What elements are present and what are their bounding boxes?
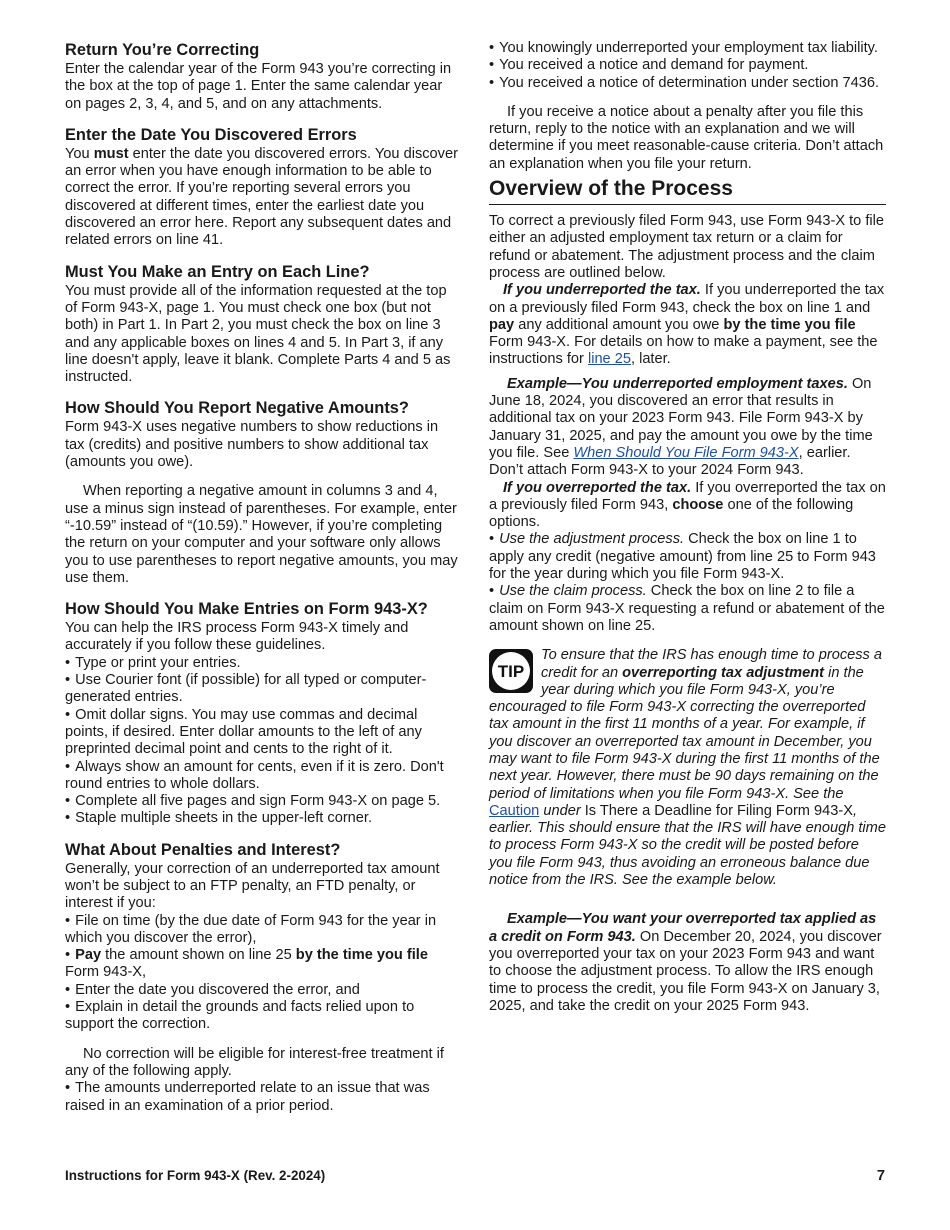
paragraph: Form 943-X uses negative numbers to show reductions in tax (credits) and positive numbers to show additional tax (amounts you owe).: [65, 419, 439, 471]
tip-box: TIP To ensure that the IRS has enough time to process a credit for an overreporting tax adjustment in the year during which you file Form 943-X, you’re encouraged to file Form 943-X correcting the overreported tax amount in the first 11 months of a year. For example, if you discover an overreported tax amount in December, you may want to file Form 943-X during the first 11 months of the next year. However, there must be 90 days remaining on the period of limitations when you file Form 943-X. See the Caution under Is There a Deadline for Filing Form 943-X, earlier. This should ensure that the IRS will have enough time to process Form 943-X so the credit will be posted before you file Form 943, thus avoiding an erroneous balance due notice from the IRS. See the example below.: [489, 647, 886, 889]
paragraph: To correct a previously filed Form 943, use Form 943-X to file either an adjusted employment tax return or a claim for refund or abatement. The adjustment process and the claim process are outlined below.: [489, 213, 884, 281]
left-column: [65, 40, 460, 1115]
example-overreported: Example—You want your overreported tax applied as a credit on Form 943. On December 20, 2024, you discover you overreported your tax on your 2023 Form 943 and want to choose the adjustment process. To allow the IRS enough time to process the credit, you file Form 943-X on January 3, 2025, and take the credit on your 2025 Form 943.: [489, 911, 882, 1014]
list-item: • Use Courier font (if possible) for all typed or computer-generated entries.: [65, 672, 460, 707]
example-underreported: Example—You underreported employment taxes. On June 18, 2024, you discovered an error that results in additional tax on your 2023 Form 943. File Form 943-X by January 31, 2025, and pay the amount you owe by the time you file. See When Should You File Form 943-X, earlier. Don’t attach Form 943-X to your 2024 Form 943.: [489, 375, 873, 479]
paragraph: You must enter the date you discovered errors. You discover an error when you have enough information to be able to correct the error. If you’re reporting several errors you discovered at different times, enter the earliest date you discovered an error here. Report any subsequent dates and related errors on line 41.: [65, 145, 458, 249]
paragraph: Enter the calendar year of the Form 943 you’re correcting in the box at the top of page 1. Enter the same calendar year on pages 2, 3, 4, and 5, and on any attachments.: [65, 61, 452, 112]
line-25-link[interactable]: line 25: [587, 351, 631, 368]
list-item: • Pay the amount shown on line 25 by the time you file Form 943-X,: [65, 947, 460, 982]
tip-icon: TIP: [489, 649, 533, 693]
paragraph-overreported: If you overreported the tax. If you overreported the tax on a previously filed Form 943, choose one of the following options.: [489, 479, 886, 531]
paragraph: You can help the IRS process Form 943-X timely and accurately if you follow these guidelines.: [65, 620, 409, 654]
paragraph: No correction will be eligible for interest-free treatment if any of the following apply.: [65, 1045, 444, 1079]
list-item: • Type or print your entries.: [65, 655, 460, 672]
list-item: • Explain in detail the grounds and facts relied upon to support the correction.: [65, 999, 460, 1034]
list-item: • Complete all five pages and sign Form 943-X on page 5.: [65, 793, 460, 810]
heading-make-entries: How Should You Make Entries on Form 943-X?: [65, 600, 428, 619]
footer-title: Instructions for Form 943-X (Rev. 2-2024): [65, 1168, 326, 1183]
paragraph: When reporting a negative amount in columns 3 and 4, use a minus sign instead of parentheses. For example, enter “-10.59” instead of “(10.59).” However, if you’re completing the return on your computer and your software only allows you to use parentheses to report negative amounts, you may use them.: [65, 483, 458, 586]
list-item: • The amounts underreported relate to an issue that was raised in an examination of a prior period.: [65, 1080, 460, 1115]
when-file-link[interactable]: When Should You File Form 943-X: [573, 444, 799, 461]
right-column: [489, 40, 886, 1015]
paragraph: You must provide all of the information requested at the top of Form 943-X, page 1. You must check one box (but not both) in Part 1. In Part 2, you must check the box on line 3 and any applicable boxes on lines 4 and 5. In Part 3, if any line doesn't apply, leave it blank. Complete Parts 4 and 5 as instructed.: [65, 282, 451, 386]
heading-negative-amounts: How Should You Report Negative Amounts?: [65, 399, 409, 418]
list-item: • Use the adjustment process. Check the box on line 1 to apply any credit (negative amount) from line 25 to Form 943 for the year during which you file Form 943-X.: [489, 531, 886, 583]
heading-penalties-interest: What About Penalties and Interest?: [65, 840, 341, 859]
list-item: • Staple multiple sheets in the upper-left corner.: [65, 810, 460, 827]
list-item: • File on time (by the due date of Form 943 for the year in which you discover the error),: [65, 913, 460, 948]
list-item: • Use the claim process. Check the box on line 2 to file a claim on Form 943-X requesting a refund or abatement of the amount shown on line 25.: [489, 583, 886, 635]
heading-overview-process: Overview of the Process: [489, 176, 886, 205]
list-item: • You knowingly underreported your employment tax liability.: [489, 40, 886, 57]
list-item: • Omit dollar signs. You may use commas and decimal points, if desired. Enter dollar amounts to the left of any preprinted decimal point and cents to the right of it.: [65, 707, 460, 759]
paragraph: Generally, your correction of an underreported tax amount won’t be subject to an FTP penalty, an FTD penalty, or interest if you:: [65, 860, 440, 912]
list-item: • Enter the date you discovered the error, and: [65, 982, 460, 999]
list-item: • Always show an amount for cents, even if it is zero. Don't round entries to whole dollars.: [65, 759, 460, 794]
paragraph-underreported: If you underreported the tax. If you underreported the tax on a previously filed Form 943, check the box on line 1 and pay any additional amount you owe by the time you file Form 943-X. For details on how to make a payment, see the instructions for line 25, later.: [489, 282, 885, 368]
list-item: • You received a notice and demand for payment.: [489, 57, 886, 74]
heading-return-correcting: Return You’re Correcting: [65, 41, 260, 59]
page-footer: [65, 1168, 885, 1183]
caution-link[interactable]: Caution: [489, 802, 540, 819]
page-number: 7: [876, 1168, 885, 1184]
heading-entry-each-line: Must You Make an Entry on Each Line?: [65, 262, 370, 281]
heading-date-discovered: Enter the Date You Discovered Errors: [65, 125, 357, 144]
paragraph: If you receive a notice about a penalty after you file this return, reply to the notice with an explanation and we will determine if you meet reasonable-cause criteria. Don’t attach an explanation when you file your return.: [489, 103, 884, 172]
list-item: • You received a notice of determination under section 7436.: [489, 75, 886, 92]
